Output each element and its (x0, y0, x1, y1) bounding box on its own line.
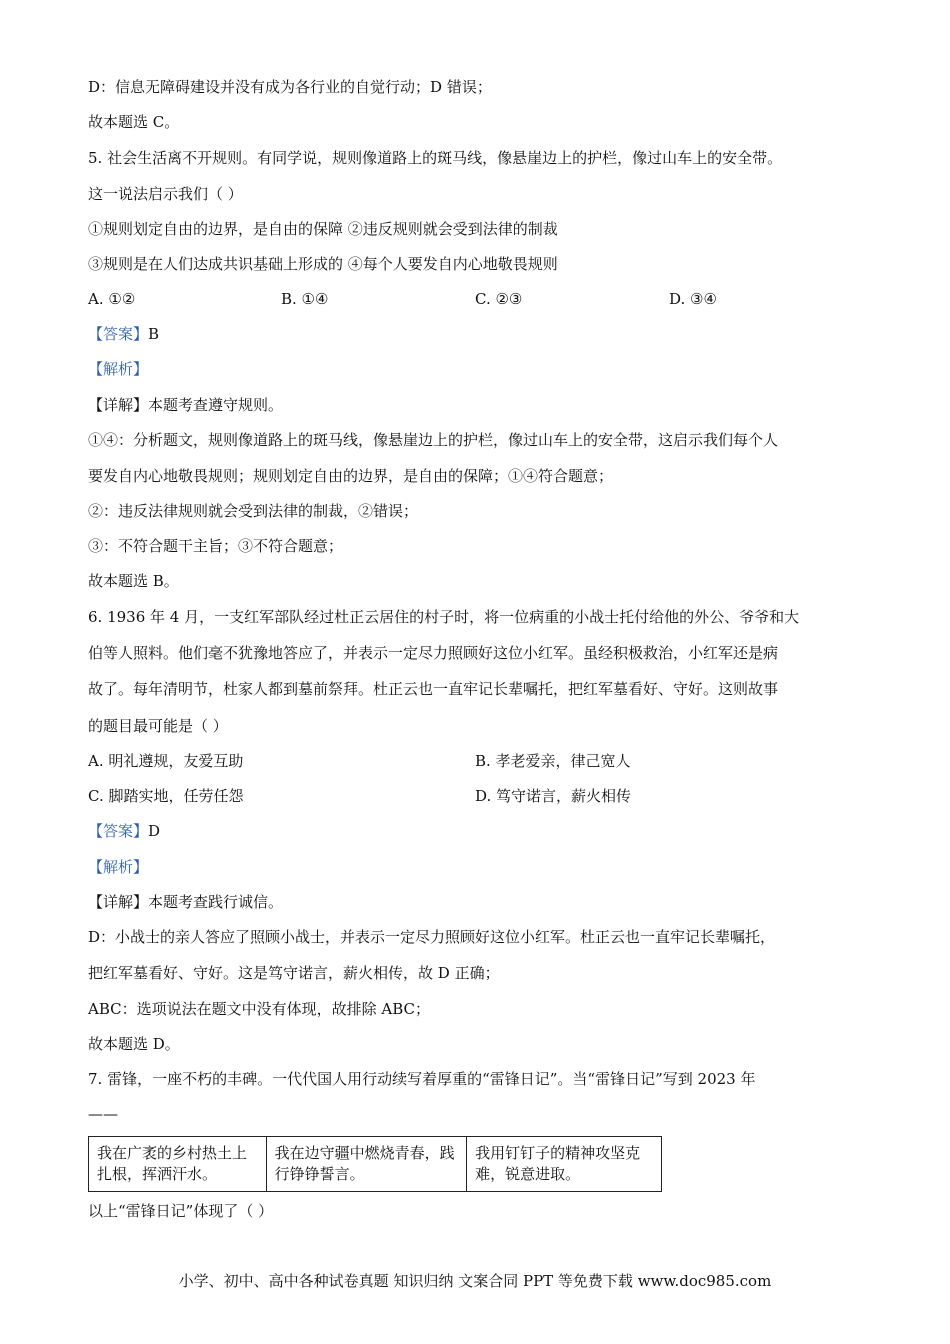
q5-option-a: A. ①② (88, 290, 136, 308)
answer-tag: 【答案】 (88, 325, 149, 343)
q5-explanation-4: ③：不符合题干主旨；③不符合题意； (88, 537, 344, 555)
q6-option-a: A. 明礼遵规，友爱互助 (88, 752, 244, 770)
table-cell: 我在广袤的乡村热土上扎根，挥洒汗水。 (89, 1137, 267, 1192)
table-row (89, 1137, 662, 1192)
q5-statements-2: ③规则是在人们达成共识基础上形成的 ④每个人要发自内心地敬畏规则 (88, 255, 558, 273)
q6-explanation-3: ABC：选项说法在题文中没有体现，故排除 ABC； (88, 1000, 430, 1018)
q6-stem-line-3: 故了。每年清明节，杜家人都到墓前祭拜。杜正云也一直牢记长辈嘱托，把红军墓看好、守好。这则故事 (88, 680, 779, 698)
q6-option-d: D. 笃守诺言，薪火相传 (475, 787, 632, 805)
answer-value: B (148, 325, 160, 343)
answer-value: D (148, 822, 161, 840)
q6-detail: 【详解】本题考查践行诚信。 (88, 893, 284, 911)
page-footer: 小学、初中、高中各种试卷真题 知识归纳 文案合同 PPT 等免费下载 www.doc985.com (178, 1272, 772, 1290)
table-cell: 我用钉钉子的精神攻坚克难，锐意进取。 (467, 1137, 662, 1192)
q5-statements-1: ①规则划定自由的边界，是自由的保障 ②违反规则就会受到法律的制裁 (88, 220, 558, 238)
q5-explanation-2: 要发自内心地敬畏规则；规则划定自由的边界，是自由的保障；①④符合题意； (88, 467, 614, 485)
q6-stem-line-4: 的题目最可能是（ ） (88, 717, 228, 735)
q6-analysis-tag: 【解析】 (88, 858, 149, 876)
q7-stem-line-1: 7. 雷锋，一座不朽的丰碑。一代代国人用行动续写着厚重的“雷锋日记”。当“雷锋日记”写到 2023 年 (88, 1070, 756, 1088)
q5-option-b: B. ①④ (281, 290, 329, 308)
q5-answer (88, 324, 159, 344)
q5-detail: 【详解】本题考查遵守规则。 (88, 396, 284, 414)
q5-stem-line-1: 5. 社会生活离不开规则。有同学说，规则像道路上的斑马线，像悬崖边上的护栏，像过山车上的安全带。 (88, 149, 783, 167)
q6-explanation-2: 把红军墓看好、守好。这是笃守诺言，薪火相传，故 D 正确； (88, 964, 500, 982)
q7-question: 以上“雷锋日记”体现了（ ） (88, 1202, 274, 1220)
q6-explanation-1: D：小战士的亲人答应了照顾小战士，并表示一定尽力照顾好这位小红军。杜正云也一直牢记长辈嘱托， (88, 928, 776, 946)
q6-answer (88, 821, 160, 841)
q5-explanation-3: ②：违反法律规则就会受到法律的制裁，②错误； (88, 502, 419, 520)
q5-stem-line-2: 这一说法启示我们（ ） (88, 185, 243, 203)
q5-conclusion: 故本题选 B。 (88, 572, 179, 590)
q4-conclusion: 故本题选 C。 (88, 113, 180, 131)
q7-stem-line-2: —— (88, 1105, 118, 1123)
q7-diary-table (88, 1136, 662, 1192)
q6-option-c: C. 脚踏实地，任劳任怨 (88, 787, 244, 805)
q5-analysis-tag: 【解析】 (88, 360, 149, 378)
q6-conclusion: 故本题选 D。 (88, 1035, 180, 1053)
answer-tag: 【答案】 (88, 822, 149, 840)
q5-option-d: D. ③④ (669, 290, 717, 308)
table-cell: 我在边守疆中燃烧青春，践行铮铮誓言。 (266, 1137, 467, 1192)
q6-option-b: B. 孝老爱亲，律己宽人 (475, 752, 631, 770)
q4-d-explanation: D：信息无障碍建设并没有成为各行业的自觉行动；D 错误； (88, 78, 492, 96)
q5-option-c: C. ②③ (475, 290, 523, 308)
q5-explanation-1: ①④：分析题文，规则像道路上的斑马线，像悬崖边上的护栏，像过山车上的安全带，这启示我们每个人 (88, 431, 779, 449)
q6-stem-line-2: 伯等人照料。他们毫不犹豫地答应了，并表示一定尽力照顾好这位小红军。虽经积极救治，小红军还是病 (88, 644, 779, 662)
q6-stem-line-1: 6. 1936 年 4 月，一支红军部队经过杜正云居住的村子时，将一位病重的小战士托付给他的外公、爷爷和大 (88, 608, 800, 626)
